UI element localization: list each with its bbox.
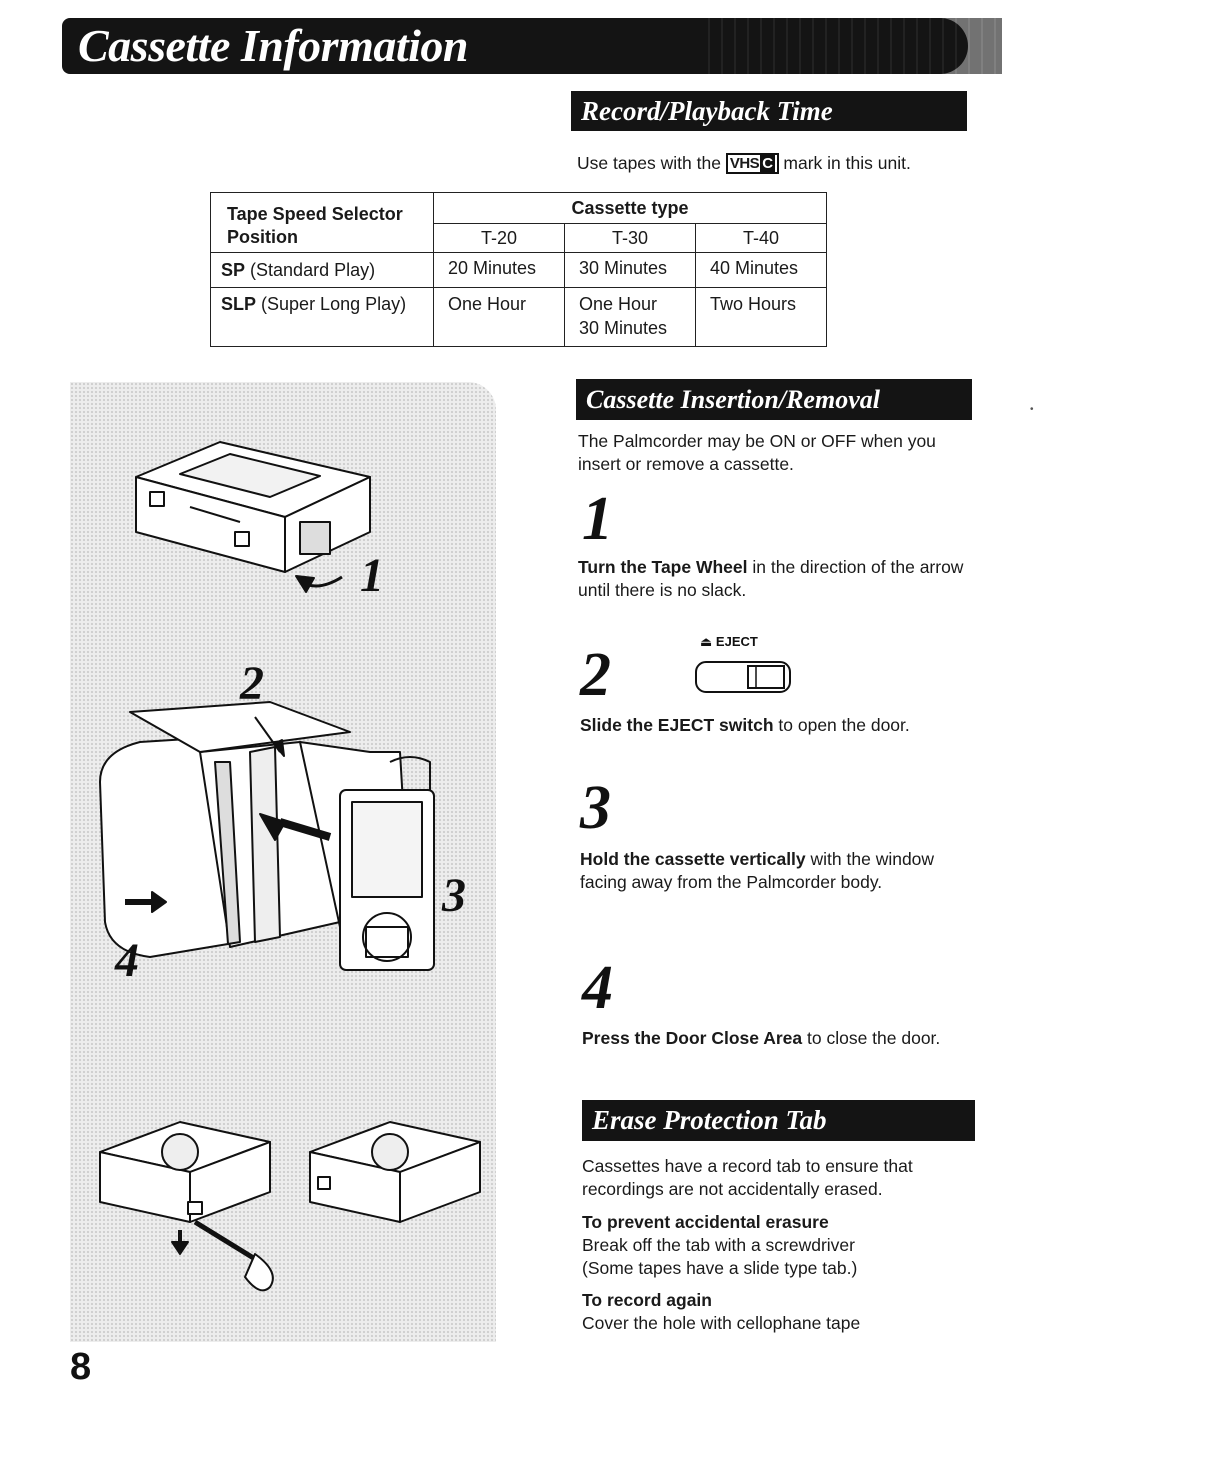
eject-label: ⏏ EJECT [700, 634, 758, 649]
prevent-erasure-title: To prevent accidental erasure [582, 1212, 829, 1232]
erase-tab-cassettes [100, 1122, 480, 1290]
camcorder-figure [100, 702, 434, 970]
figure-label-3: 3 [442, 869, 466, 922]
table-cell: 40 Minutes [696, 253, 827, 288]
step-1-text: Turn the Tape Wheel in the direction of the arrow until there is no slack. [578, 557, 964, 600]
cassette-wheel-figure [136, 442, 370, 592]
table-column-t20: T-20 [434, 224, 565, 253]
row-label-sp: SP (Standard Play) [211, 253, 434, 288]
table-header-selector: Tape Speed Selector Position [211, 193, 434, 253]
insertion-intro: The Palmcorder may be ON or OFF when you insert or remove a cassette. [578, 431, 936, 474]
intro-text-before: Use tapes with the [577, 153, 721, 173]
intro-text-after: mark in this unit. [783, 153, 911, 173]
step-number-1: 1 [582, 485, 613, 553]
record-again-text: Cover the hole with cellophane tape [582, 1313, 861, 1333]
step-3-text: Hold the cassette vertically with the window facing away from the Palmcorder body. [580, 849, 935, 892]
page-number: 8 [70, 1346, 92, 1388]
table-cell: 30 Minutes [565, 253, 696, 288]
figure-label-2: 2 [240, 657, 264, 710]
row-label-slp: SLP (Super Long Play) [211, 288, 434, 347]
table-cell: One Hour 30 Minutes [565, 288, 696, 347]
step-number-2: 2 [580, 641, 611, 709]
step-4-text: Press the Door Close Area to close the door. [582, 1028, 941, 1048]
eject-icon: ⏏ [700, 634, 713, 649]
vhs-c-logo: VHS C [726, 153, 779, 174]
record-playback-heading: Record/Playback Time [571, 91, 967, 131]
stray-mark: • [1030, 404, 1034, 415]
prevent-erasure-line1: Break off the tab with a screwdriver [582, 1235, 855, 1255]
page-title: Cassette Information [78, 20, 469, 71]
table-header-cassette: Cassette type [434, 193, 827, 224]
step-number-4: 4 [582, 954, 613, 1022]
table-cell: Two Hours [696, 288, 827, 347]
table-row [211, 288, 827, 347]
table-cell: 20 Minutes [434, 253, 565, 288]
vhs-intro [577, 152, 911, 175]
step-number-3: 3 [580, 774, 611, 842]
erase-heading: Erase Protection Tab [582, 1100, 975, 1141]
insertion-heading: Cassette Insertion/Removal [576, 379, 972, 420]
cassette-illustration-panel [70, 382, 496, 1342]
erase-intro: Cassettes have a record tab to ensure that recordings are not accidentally erased. [582, 1156, 913, 1199]
step-2-text: Slide the EJECT switch to open the door. [580, 715, 910, 735]
table-cell: One Hour [434, 288, 565, 347]
figure-label-4: 4 [115, 934, 139, 987]
figure-label-1: 1 [360, 549, 384, 602]
prevent-erasure-line2: (Some tapes have a slide type tab.) [582, 1258, 858, 1278]
record-time-table [210, 192, 827, 347]
table-column-t30: T-30 [565, 224, 696, 253]
cassette-illustration [70, 382, 496, 1342]
table-column-t40: T-40 [696, 224, 827, 253]
table-row [211, 253, 827, 288]
eject-switch-icon [694, 660, 794, 694]
record-again-title: To record again [582, 1290, 712, 1310]
